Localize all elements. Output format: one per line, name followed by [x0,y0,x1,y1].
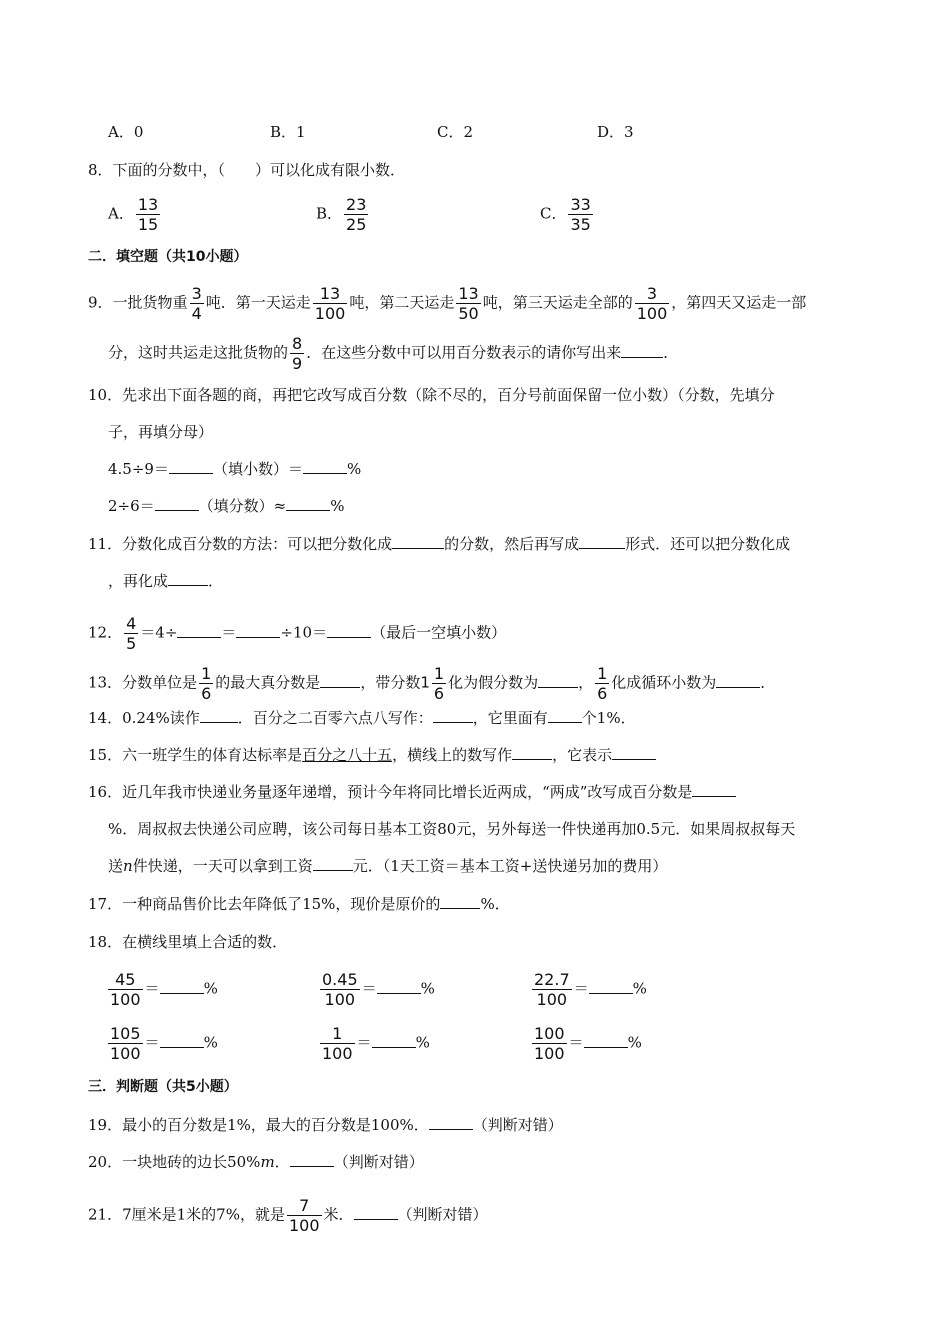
fraction [108,1024,143,1063]
fraction [320,970,360,1009]
question-11-line-2 [108,571,223,591]
question-10-row-2 [108,496,345,516]
text: （判断对错） [397,1205,488,1224]
numerator: 3 [635,284,670,304]
option-label: C． [540,204,567,223]
text: ，它表示 [552,746,613,764]
percent: % [203,1033,218,1052]
text: 个1%． [581,709,636,727]
q7-option-b: B．1 [270,123,306,141]
answer-blank[interactable] [313,856,353,871]
numerator: 0.45 [322,970,358,989]
fraction [595,664,609,703]
question-10-row-1 [108,459,361,479]
question-14 [88,708,636,728]
fraction [190,284,204,323]
question-18 [88,932,287,952]
answer-blank[interactable] [286,496,330,511]
denominator: 6 [201,684,212,703]
text: 7厘米是1米的7%，就是 [122,1205,285,1224]
question-9-line-1 [88,284,806,323]
q18-item-1 [106,970,218,1009]
text: % [330,497,345,515]
numerator: 33 [570,195,591,214]
question-13 [88,664,775,703]
q8-option-c [540,195,595,234]
text: 送 [108,857,124,875]
fraction [136,195,160,234]
answer-blank[interactable] [538,673,578,688]
answer-blank[interactable] [612,745,656,760]
text: （填分数）≈ [198,497,287,515]
answer-blank[interactable] [155,496,199,511]
text: 吨，第二天运走 [349,293,455,312]
q18-item-5 [318,1024,430,1063]
numerator: 22.7 [534,970,570,989]
text: ． [274,1153,290,1171]
text: %． [480,895,510,913]
fraction [532,1024,567,1063]
equals: ＝ [356,1033,372,1052]
denominator: 100 [288,1216,320,1235]
question-number: 15． [88,746,123,764]
numerator: 3 [191,284,202,303]
question-text: 下面的分数中，（ ）可以化成有限小数． [112,161,406,179]
q7-option-d: D．3 [597,123,634,141]
option-label: B． [316,204,343,223]
answer-blank[interactable] [692,782,736,797]
unit-m: m [260,1153,275,1171]
equals: ＝ [144,979,160,998]
numerator: 45 [108,970,143,990]
question-16-line-2: %．周叔叔去快递公司应聘，该公司每日基本工资80元，另外每送一件快递再加0.5元．如果周叔叔每天 [108,820,796,838]
question-number: 17． [88,895,123,913]
text: 一种商品售价比去年降低了15%，现价是原价的 [122,895,441,913]
text: 分数化成百分数的方法：可以把分数化成 [122,535,393,553]
question-20 [88,1152,424,1172]
answer-blank[interactable] [377,979,421,994]
variable-n: n [123,857,133,875]
q18-item-3 [530,970,647,1009]
question-number: 19． [88,1116,123,1134]
question-10-line-1 [88,385,775,405]
answer-blank[interactable] [320,673,360,688]
text: ÷10＝ [280,623,328,642]
equals: ＝ [568,1033,584,1052]
question-text: 在横线里填上合适的数． [122,933,288,951]
question-16-line-3 [108,856,667,876]
text: 的最大真分数是 [215,673,321,692]
question-12 [88,614,506,653]
question-number: 18． [88,933,123,951]
text: 的分数，然后再写成 [444,535,580,553]
numerator: 1 [597,664,608,683]
numerator: 13 [313,284,348,304]
numerator: 4 [126,614,137,633]
answer-blank[interactable] [303,459,347,474]
text: 六一班学生的体育达标率是 [122,746,303,764]
question-number: 14． [88,709,123,727]
equals: ＝ [573,979,589,998]
answer-blank[interactable] [440,894,480,909]
answer-blank[interactable] [392,534,444,549]
section-heading-fill-blank: 二．填空题（共10小题） [88,249,248,265]
numerator: 1 [201,664,212,683]
question-19 [88,1115,563,1135]
question-10-line-2: 子，再填分母） [108,423,214,441]
fraction [108,970,143,1009]
question-number: 8． [88,161,113,179]
option-label: A． [108,204,134,223]
text: ，它里面有 [472,709,548,727]
fraction [456,284,480,323]
question-number: 21． [88,1205,123,1224]
fraction [344,195,368,234]
answer-blank[interactable] [169,459,213,474]
text: 化成循环小数为 [611,673,717,692]
fraction [635,284,670,323]
text: 最小的百分数是1%，最大的百分数是100%． [122,1116,429,1134]
text: （判断对错） [472,1116,563,1134]
equals: ＝ [144,1033,160,1052]
text: （填小数）＝ [212,460,303,478]
numerator: 105 [110,1024,141,1043]
question-9-line-2 [108,334,678,373]
question-11-line-1 [88,534,790,554]
denominator: 9 [292,354,303,373]
denominator: 100 [636,304,668,323]
q7-option-c: C．2 [437,123,474,141]
fraction [432,664,446,703]
section-heading-true-false: 三．判断题（共5小题） [88,1079,238,1095]
text: 4.5÷9＝ [108,460,169,478]
text: 分，这时共运走这批货物的 [108,343,289,362]
answer-blank[interactable] [200,708,238,723]
q8-option-a [108,195,162,234]
q18-item-6 [530,1024,642,1063]
fraction [199,664,213,703]
q8-option-b [316,195,370,234]
question-number: 16． [88,783,123,801]
text: （判断对错） [333,1153,424,1171]
numerator: 1 [433,664,445,683]
denominator: 6 [597,684,608,703]
text: ，再化成 [108,572,169,590]
underlined-text: 百分之八十五 [302,746,393,764]
answer-blank[interactable] [354,1205,398,1220]
denominator: 35 [570,215,591,234]
text: 分数单位是 [122,673,198,692]
denominator: 100 [322,1044,353,1063]
numerator: 1 [320,1024,355,1044]
equals: ＝ [361,979,377,998]
text: ． [208,572,224,590]
question-number: 9． [88,293,113,312]
answer-blank[interactable] [168,571,208,586]
answer-blank[interactable] [372,1033,416,1048]
text: 元．（1天工资＝基本工资+送快递另加的费用） [352,857,668,875]
text: % [346,460,362,478]
fraction [313,284,348,323]
text: 2÷6＝ [108,497,155,515]
q18-item-2 [318,970,435,1009]
numerator: 13 [137,195,159,214]
text: ，带分数 [360,673,421,692]
percent: % [420,979,435,998]
text: ．在这些分数中可以用百分数表示的请你写出来 [306,343,622,362]
answer-blank[interactable] [160,1033,204,1048]
text: 吨，第三天运走全部的 [482,293,633,312]
question-number: 13． [88,673,123,692]
denominator: 25 [346,215,367,234]
text: 一批货物重 [112,293,188,312]
percent: % [415,1033,430,1052]
question-number: 10． [88,386,123,404]
question-number: 11． [88,535,123,553]
denominator: 100 [536,990,568,1009]
question-number: 20． [88,1153,123,1171]
answer-blank[interactable] [512,745,552,760]
fraction [568,195,592,234]
text: 米． [323,1205,354,1224]
denominator: 6 [433,684,445,703]
text: 吨．第一天运走 [205,293,311,312]
answer-blank[interactable] [548,708,582,723]
answer-blank[interactable] [160,979,204,994]
text: ，横线上的数写作 [392,746,513,764]
mixed-integer: 1 [420,673,430,692]
fraction [320,1024,355,1063]
percent: % [632,979,647,998]
question-16-line-1 [88,782,736,802]
numerator: 7 [287,1196,322,1216]
text: ．百分之二百零六点八写作： [237,709,433,727]
answer-blank[interactable] [433,708,473,723]
q7-option-a: A．0 [108,123,144,141]
answer-blank[interactable] [579,534,625,549]
answer-blank[interactable] [290,1152,334,1167]
question-15 [88,745,656,765]
answer-blank[interactable] [584,1033,628,1048]
numerator: 23 [346,195,367,214]
question-8 [88,160,405,180]
text: ＝ [221,623,237,642]
answer-blank[interactable] [589,979,633,994]
fraction [124,614,138,653]
denominator: 15 [137,215,159,234]
numerator: 13 [458,284,479,303]
text: ． [663,343,679,362]
percent: % [627,1033,642,1052]
question-21 [88,1196,488,1235]
text: ＝4÷ [140,623,178,642]
text: （最后一空填小数） [371,623,507,642]
text: ． [760,673,776,692]
fraction [532,970,572,1009]
answer-blank[interactable] [177,623,221,638]
answer-blank[interactable] [236,623,280,638]
answer-blank[interactable] [327,623,371,638]
answer-blank[interactable] [621,343,663,358]
text: 件快递，一天可以拿到工资 [132,857,313,875]
denominator: 4 [191,304,202,323]
answer-blank[interactable] [429,1115,473,1130]
text: 0.24%读作 [122,709,200,727]
question-number: 12． [88,623,123,642]
denominator: 5 [126,634,137,653]
denominator: 100 [324,990,356,1009]
text: 化为假分数为 [448,673,539,692]
q18-item-4 [106,1024,218,1063]
text: ， [578,673,594,692]
numerator: 8 [292,334,303,353]
fraction [287,1196,322,1235]
denominator: 50 [458,304,479,323]
answer-blank[interactable] [716,673,760,688]
denominator: 100 [314,304,346,323]
fraction [290,334,304,373]
denominator: 100 [110,990,141,1009]
text: ，第四天又运走一部 [671,293,807,312]
text: 一块地砖的边长50% [122,1153,261,1171]
text: 近几年我市快递业务量逐年递增，预计今年将同比增长近两成，“两成”改写成百分数是 [122,783,693,801]
text: 形式．还可以把分数化成 [625,535,791,553]
numerator: 100 [534,1024,565,1043]
denominator: 100 [534,1044,565,1063]
question-17 [88,894,510,914]
percent: % [203,979,218,998]
denominator: 100 [110,1044,141,1063]
text: 先求出下面各题的商，再把它改写成百分数（除不尽的，百分号前面保留一位小数）（分数，先填分 [122,386,775,404]
